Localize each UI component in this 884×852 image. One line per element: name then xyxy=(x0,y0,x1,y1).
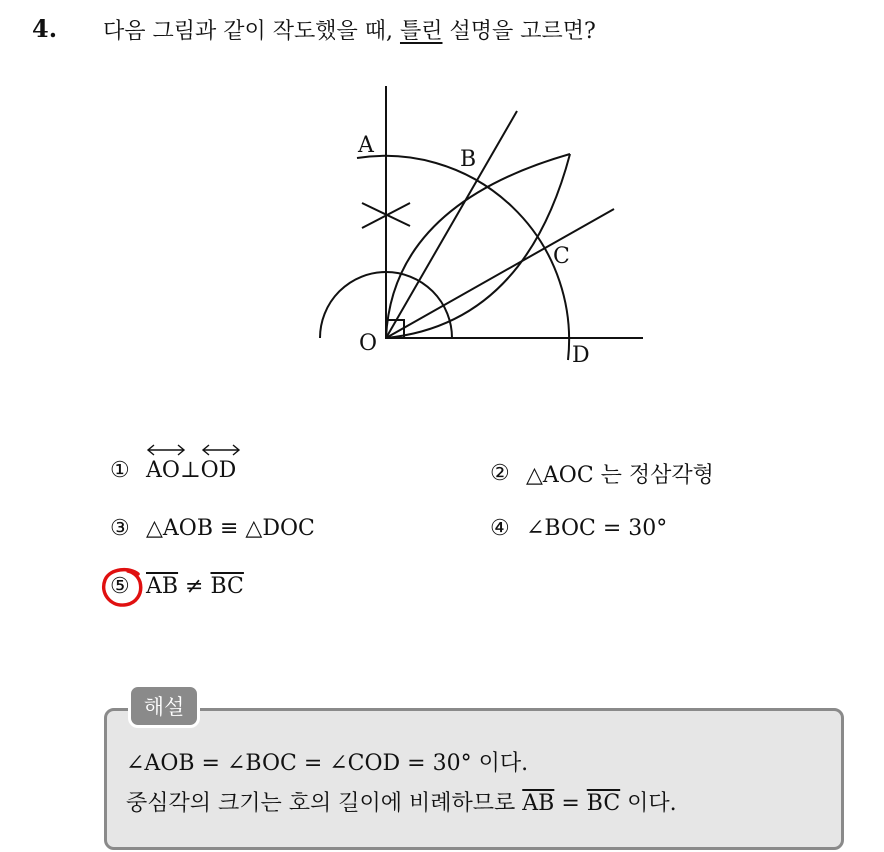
choice-3[interactable] xyxy=(110,516,315,541)
choice-number: ④ xyxy=(490,516,510,541)
segment-BC: $\overline{BC}$ xyxy=(210,574,244,599)
question-text-after: 설명을 고르면? xyxy=(442,19,596,44)
solution-line-2 xyxy=(126,786,677,817)
choice-text: △AOC 는 정삼각형 xyxy=(526,463,714,488)
label-B: B xyxy=(460,147,477,172)
label-C: C xyxy=(553,244,570,269)
equal-symbol: = xyxy=(554,791,587,816)
label-A: A xyxy=(358,133,374,158)
label-D: D xyxy=(572,343,590,368)
ray-OC xyxy=(386,209,614,338)
not-equal-symbol: ≠ xyxy=(178,574,211,599)
choice-text: ∠BOC = 30° xyxy=(526,516,668,541)
solution-box xyxy=(104,708,844,850)
choice-4[interactable] xyxy=(490,516,667,541)
solution-text-end: 이다. xyxy=(620,791,677,816)
choice-text: △AOB ≡ △DOC xyxy=(146,516,315,541)
question-text-underlined: 틀린 xyxy=(399,19,443,44)
double-arrow-icon xyxy=(201,444,241,456)
segment-BC: $\overline{BC}$ xyxy=(586,791,621,816)
perpendicular-symbol: ⊥ xyxy=(179,458,201,483)
segment-AB: $\overline{AB}$ xyxy=(146,574,179,599)
big-arc-AD xyxy=(357,156,569,360)
solution-text: 중심각의 크기는 호의 길이에 비례하므로 xyxy=(126,791,523,816)
line-OD: OD xyxy=(201,458,237,483)
choice-number: ① xyxy=(110,458,130,483)
choice-number: ② xyxy=(490,461,510,486)
choice-number: ③ xyxy=(110,516,130,541)
solution-tag: 해설 xyxy=(128,684,200,728)
choice-1[interactable] xyxy=(110,458,236,483)
double-arrow-icon xyxy=(146,444,186,456)
label-O: O xyxy=(359,331,378,356)
construction-figure xyxy=(0,0,884,420)
choice-2[interactable] xyxy=(490,458,714,489)
question-text-before: 다음 그림과 같이 작도했을 때, xyxy=(103,19,400,44)
segment-AB: $\overline{AB}$ xyxy=(522,791,555,816)
question-number: 4. xyxy=(32,14,58,43)
line-AO: AO xyxy=(146,458,180,483)
answer-circle-mark xyxy=(100,566,146,610)
choice-number: ⑤ xyxy=(110,574,130,599)
solution-line-1: ∠AOB = ∠BOC = ∠COD = 30° 이다. xyxy=(126,751,529,776)
